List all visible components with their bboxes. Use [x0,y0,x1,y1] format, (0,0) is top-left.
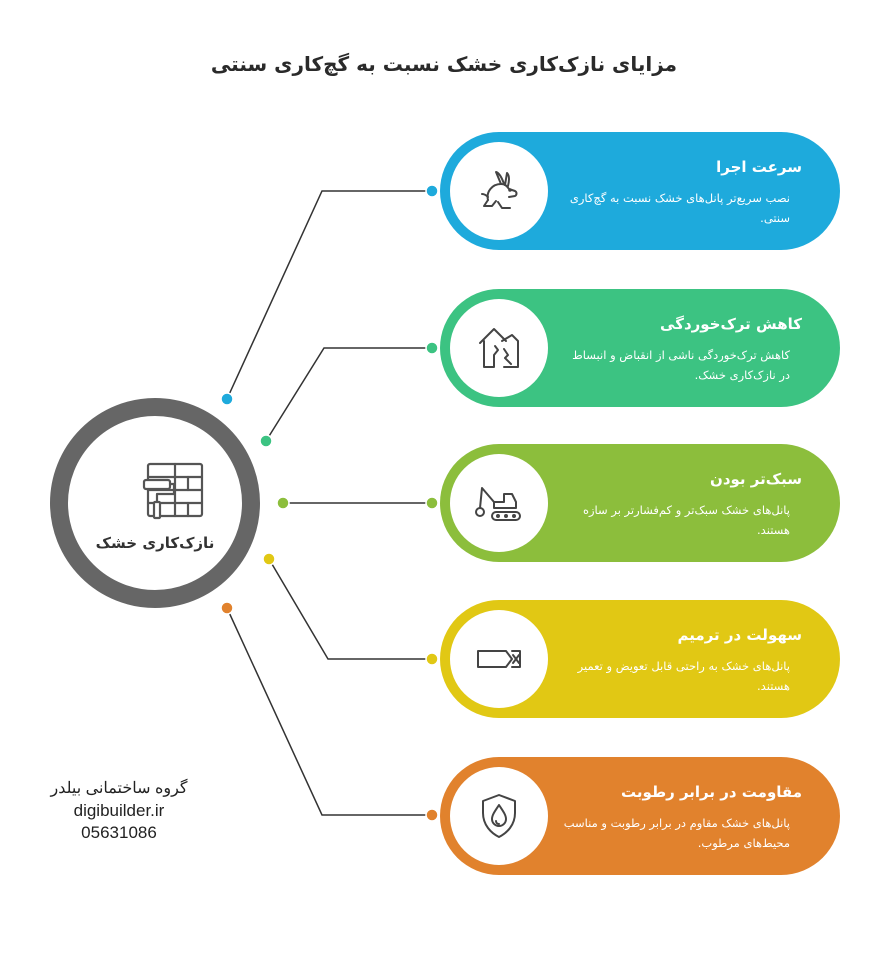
rabbit-icon [474,166,524,216]
connector-dot-4b [426,653,438,665]
connector-dot-5b [426,809,438,821]
brand-block [44,778,194,844]
benefit-card-light [440,444,840,562]
benefit-icon-circle [450,454,548,552]
connector-dot-5a [221,602,233,614]
benefit-description: پانل‌های خشک سبک‌تر و کم‌فشارتر بر سازه هستند. [582,503,790,537]
benefit-icon-circle [450,610,548,708]
benefit-description: کاهش ترک‌خوردگی ناشی از انقباض و انبساط در نازک‌کاری خشک. [572,348,790,382]
benefit-description: پانل‌های خشک مقاوم در برابر رطوبت و مناسب محیط‌های مرطوب. [563,816,790,850]
brand-website: digibuilder.ir [73,801,165,820]
connector-dot-1b [426,185,438,197]
connector-dot-1a [221,393,233,405]
connector-dot-3a [277,497,289,509]
excavator-icon [474,478,524,528]
benefit-icon-circle [450,767,548,865]
connector-line-2 [266,348,432,441]
hub-label: نازک‌کاری خشک [95,534,215,552]
benefit-card-repair [440,600,840,718]
tag-remove-icon [474,634,524,684]
connector-line-1 [227,191,432,399]
page-title: مزایای نازک‌کاری خشک نسبت به گچ‌کاری سنتی [210,52,678,76]
benefit-icon-circle [450,299,548,397]
benefit-title: سبک‌تر بودن [710,470,802,488]
benefit-card-moisture [440,757,840,875]
benefit-card-speed [440,132,840,250]
connector-line-4 [269,559,432,659]
benefit-title: سرعت اجرا [716,158,802,176]
connector-line-5 [227,608,432,815]
connector-dot-3b [426,497,438,509]
connector-dot-4a [263,553,275,565]
benefit-title: مقاومت در برابر رطوبت [621,783,802,801]
benefit-description: نصب سریع‌تر پانل‌های خشک نسبت به گچ‌کاری سنتی. [569,191,790,225]
brand-name: گروه ساختمانی بیلدر [50,780,188,797]
brand-phone: 05631086 [81,823,157,842]
benefit-title: سهولت در ترمیم [677,626,802,644]
benefit-title: کاهش ترک‌خوردگی [660,315,802,333]
benefit-icon-circle [450,142,548,240]
wall-paint-roller-icon [142,460,206,524]
connector-dot-2b [426,342,438,354]
cracked-house-icon [474,323,524,373]
benefit-card-crack [440,289,840,407]
hub-circle [50,398,260,608]
benefit-description: پانل‌های خشک به راحتی قابل تعویض و تعمیر هستند. [577,659,790,693]
connector-dot-2a [260,435,272,447]
water-shield-icon [474,791,524,841]
